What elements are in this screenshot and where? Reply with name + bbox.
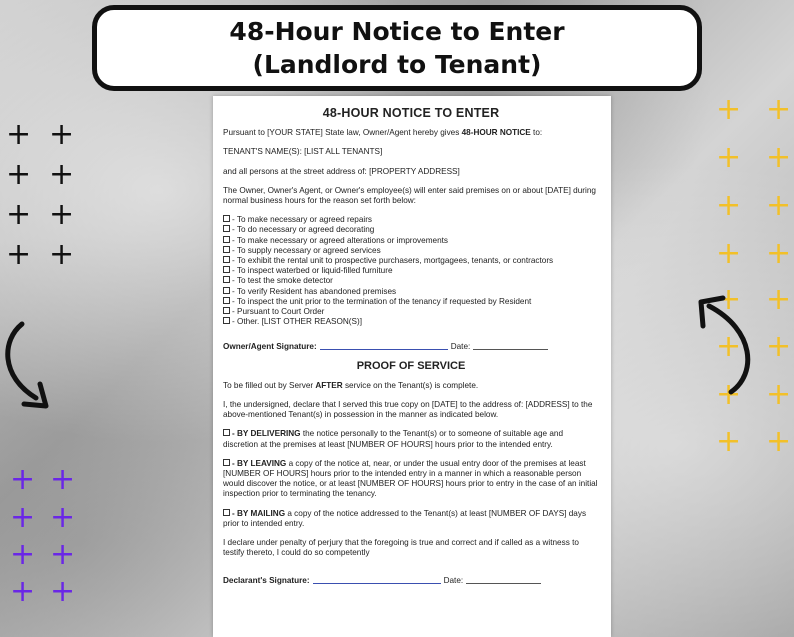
plus-icon: + (6, 197, 32, 232)
list-item (223, 317, 599, 327)
checkbox[interactable] (223, 215, 230, 222)
reason-label: - To verify Resident has abandoned premises (232, 286, 397, 296)
intro-bold-text: 48-HOUR NOTICE (461, 128, 531, 138)
notice-document (213, 96, 611, 637)
checkbox[interactable] (223, 317, 230, 324)
entry-statement: The Owner, Owner's Agent, or Owner's employee(s) will enter said premises on or about [DATE] during normal business hours for the reason set forth below: (223, 185, 596, 206)
curved-arrow-up-icon (695, 290, 760, 400)
method-delivering (223, 429, 599, 449)
plus-icon: + (10, 500, 36, 535)
checkbox[interactable] (223, 509, 230, 516)
list-item (223, 256, 599, 266)
plus-icon: + (50, 574, 76, 609)
owner-signature-label: Owner/Agent Signature: (223, 342, 317, 352)
reason-label: - To inspect waterbed or liquid-filled furniture (232, 266, 393, 276)
server-note (223, 381, 599, 391)
intro-paragraph (223, 128, 599, 138)
method-leaving (223, 459, 599, 500)
list-item (223, 287, 599, 297)
checkbox[interactable] (223, 225, 230, 232)
declarant-signature-field[interactable] (313, 575, 441, 584)
reason-label: - To test the smoke detector (232, 276, 333, 286)
checkbox[interactable] (223, 256, 230, 263)
plus-icon: + (716, 92, 742, 127)
plus-icon: + (49, 197, 75, 232)
plus-icon: + (716, 188, 742, 223)
list-item (223, 276, 599, 286)
checkbox[interactable] (223, 246, 230, 253)
method-text: a copy of the notice addressed to the Tenant(s) at least [NUMBER OF DAYS] days prior to intended entry. (223, 508, 587, 528)
method-text: a copy of the notice at, near, or under the usual entry door of the premises at least [NUMBER OF HOURS] hours prior to the intended entry in a manner in which a reasonable person would discover the notice, or at least [NUMBER OF HOURS] hours prior to entry in the case of an initial inspection prior to terminating the tenancy. (223, 458, 598, 499)
server-note-bold: AFTER (315, 380, 343, 390)
list-item (223, 266, 599, 276)
date-label: Date: (450, 342, 471, 352)
plus-icon: + (766, 329, 792, 364)
plus-icon: + (766, 140, 792, 175)
curved-arrow-down-icon (0, 318, 60, 413)
list-item (223, 236, 599, 246)
checkbox[interactable] (223, 459, 230, 466)
plus-icon: + (716, 236, 742, 271)
list-item (223, 297, 599, 307)
plus-icon: + (6, 237, 32, 272)
reason-label: - To make necessary or agreed alterations or improvements (232, 235, 449, 245)
plus-icon: + (716, 424, 742, 459)
owner-signature-row (223, 341, 599, 352)
checkbox[interactable] (223, 307, 230, 314)
plus-icon: + (6, 117, 32, 152)
list-item (223, 215, 599, 225)
method-label: - BY DELIVERING (232, 429, 301, 439)
intro-text-end: to: (530, 128, 543, 138)
list-item (223, 307, 599, 317)
declaration-paragraph: I, the undersigned, declare that I served this true copy on [DATE] to the address of: [ADDRESS] to the above-mentioned Tenant(s) in possession in the manner as indicated below. (223, 400, 593, 420)
checkbox[interactable] (223, 276, 230, 283)
plus-icon: + (49, 237, 75, 272)
tenants-line: TENANT'S NAME(S): [LIST ALL TENANTS] (223, 147, 383, 157)
plus-icon: + (716, 282, 742, 317)
checkbox[interactable] (223, 429, 230, 436)
reason-label: - To supply necessary or agreed services (232, 245, 381, 255)
plus-icon: + (766, 236, 792, 271)
declarant-signature-row (223, 575, 599, 586)
plus-icon: + (716, 140, 742, 175)
plus-icon: + (766, 377, 792, 412)
checkbox[interactable] (223, 266, 230, 273)
plus-icon: + (49, 157, 75, 192)
reason-label: - To inspect the unit prior to the termination of the tenancy if requested by Resident (232, 296, 532, 306)
list-item (223, 246, 599, 256)
declarant-signature-label: Declarant's Signature: (223, 575, 310, 585)
plus-icon: + (766, 282, 792, 317)
reason-label: - To do necessary or agreed decorating (232, 225, 375, 235)
reason-label: - Other. [LIST OTHER REASON(S)] (232, 317, 362, 327)
method-label: - BY LEAVING (232, 458, 287, 468)
checkbox[interactable] (223, 287, 230, 294)
declarant-date-field[interactable] (466, 575, 541, 584)
banner-title-line-1: 48-Hour Notice to Enter (229, 17, 565, 46)
perjury-statement: I declare under penalty of perjury that the foregoing is true and correct and if called as a witness to testify thereto, I could do so competently (223, 538, 579, 558)
date-field[interactable] (473, 341, 548, 350)
plus-icon: + (10, 462, 36, 497)
checkbox[interactable] (223, 236, 230, 243)
plus-icon: + (766, 424, 792, 459)
method-label: - BY MAILING (232, 508, 286, 518)
reasons-list (223, 215, 599, 327)
plus-icon: + (50, 537, 76, 572)
plus-icon: + (6, 157, 32, 192)
plus-icon: + (50, 500, 76, 535)
list-item (223, 225, 599, 235)
checkbox[interactable] (223, 297, 230, 304)
plus-icon: + (766, 188, 792, 223)
address-line: and all persons at the street address of: [PROPERTY ADDRESS] (223, 166, 460, 176)
method-text: the notice personally to the Tenant(s) or to someone of suitable age and discretion at the premises at least [NUMBER OF HOURS] hours prior to the intended entry. (223, 429, 564, 449)
banner-title-line-2: (Landlord to Tenant) (252, 50, 542, 79)
plus-icon: + (716, 377, 742, 412)
plus-icon: + (10, 574, 36, 609)
method-mailing (223, 509, 599, 529)
server-note-text-end: service on the Tenant(s) is complete. (342, 380, 479, 390)
title-banner (92, 5, 702, 91)
declarant-date-label: Date: (443, 575, 464, 585)
owner-signature-field[interactable] (320, 341, 448, 350)
server-note-text: To be filled out by Server (223, 380, 316, 390)
reason-label: - To exhibit the rental unit to prospective purchasers, mortgagees, tenants, or contractors (232, 256, 554, 266)
reason-label: - To make necessary or agreed repairs (232, 215, 373, 225)
plus-icon: + (49, 117, 75, 152)
plus-icon: + (766, 92, 792, 127)
proof-heading: PROOF OF SERVICE (356, 359, 466, 372)
document-heading: 48-HOUR NOTICE TO ENTER (322, 106, 500, 120)
plus-icon: + (716, 329, 742, 364)
reason-label: - Pursuant to Court Order (232, 307, 325, 317)
plus-icon: + (50, 462, 76, 497)
intro-text: Pursuant to [YOUR STATE] State law, Owner/Agent hereby gives (223, 128, 462, 138)
plus-icon: + (10, 537, 36, 572)
